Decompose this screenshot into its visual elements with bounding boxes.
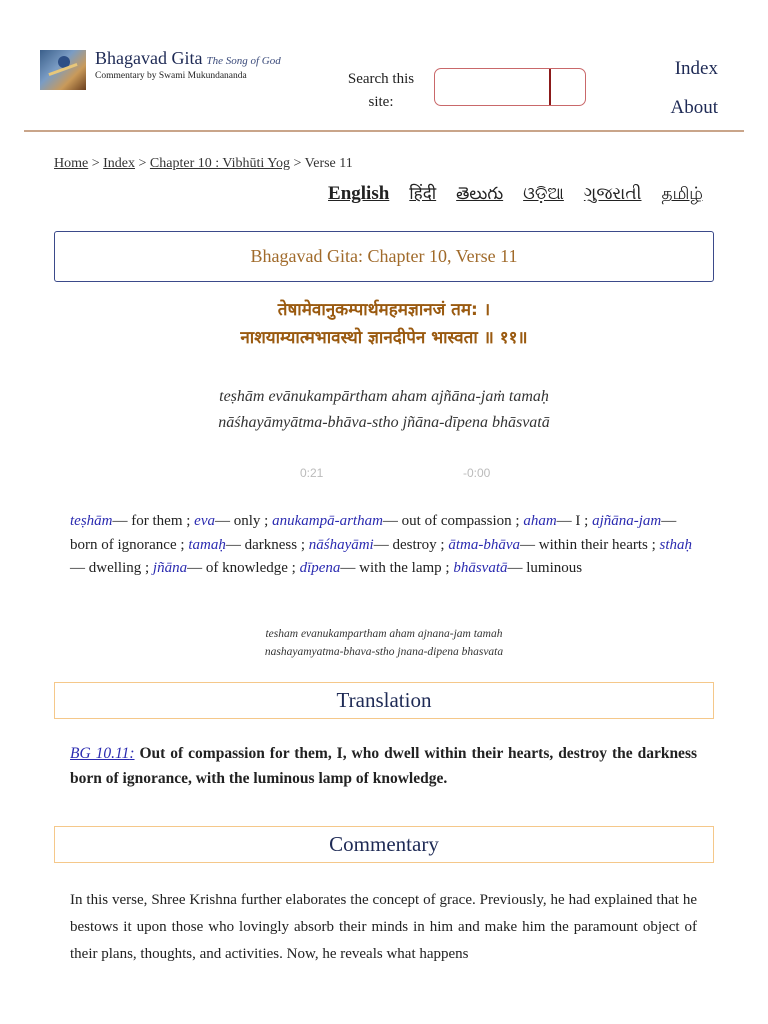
breadcrumb-index[interactable]: Index bbox=[103, 156, 136, 171]
site-header bbox=[24, 44, 744, 132]
word-term: ajñāna-jam bbox=[592, 513, 662, 529]
breadcrumb-current: Verse 11 bbox=[304, 156, 353, 171]
site-title[interactable] bbox=[95, 48, 281, 69]
lang-telugu[interactable]: తెలుగు bbox=[456, 184, 504, 204]
lang-tamil[interactable]: தமிழ் bbox=[661, 184, 703, 204]
search-button[interactable] bbox=[549, 69, 585, 105]
verse-reference-text: BG 10.11 bbox=[70, 745, 130, 762]
verse-heading: Bhagavad Gita: Chapter 10, Verse 11 bbox=[54, 231, 714, 282]
word-term: sthaḥ bbox=[659, 536, 693, 553]
word-meaning: of knowledge bbox=[205, 560, 288, 576]
word-meaning: dwelling bbox=[88, 560, 142, 576]
plain-transliteration-line: nashayamyatma-bhava-stho jnana-dipena bhasvata bbox=[264, 646, 504, 658]
word-term: nāśhayāmi bbox=[308, 536, 374, 553]
word-meaning: darkness bbox=[244, 536, 298, 553]
word-term: teṣhām bbox=[70, 513, 113, 529]
word-meaning: only bbox=[233, 513, 261, 529]
audio-elapsed-time: 0:21 bbox=[300, 466, 324, 480]
word-meaning: luminous bbox=[526, 560, 583, 576]
translation-text bbox=[70, 741, 697, 791]
transliteration-line: nāśhayāmyātma-bhāva-stho jñāna-dīpena bhāsvatā bbox=[218, 414, 550, 431]
word-meaning: destroy bbox=[392, 536, 437, 553]
word-meaning: for them bbox=[131, 513, 183, 529]
lang-gujarati[interactable]: ગુજરાતી bbox=[583, 184, 642, 204]
commentary-heading: Commentary bbox=[54, 826, 714, 863]
word-term: bhāsvatā bbox=[453, 560, 508, 576]
word-term: tamaḥ bbox=[188, 536, 226, 553]
site-subtitle: The Song of God bbox=[206, 55, 281, 67]
breadcrumb-home[interactable]: Home bbox=[54, 156, 89, 171]
word-term: aham bbox=[523, 513, 557, 529]
plain-transliteration bbox=[0, 625, 768, 661]
breadcrumb bbox=[54, 156, 353, 172]
verse-reference-link[interactable]: BG 10.11: bbox=[70, 745, 135, 762]
breadcrumb-separator: > bbox=[135, 156, 150, 171]
translation-heading: Translation bbox=[54, 682, 714, 719]
audio-remaining-time: -0:00 bbox=[463, 466, 491, 480]
search-box bbox=[434, 68, 586, 106]
language-selector bbox=[0, 181, 703, 208]
search-input[interactable] bbox=[435, 69, 549, 105]
word-meanings: teṣhām— for them ; eva— only ; anukampā-artham— out of compassion ; aham— I ; ajñāna-jam— born of ignorance ; tamaḥ— darkness ; nāśhayāmi— destroy ; ātma-bhāva— within their hearts ; sthaḥ— dwelling ; jñāna— of knowledge ; dīpena— with the lamp ; bhāsvatā— luminous bbox=[70, 513, 693, 576]
sanskrit-line: नाशयाम्यात्मभावस्थो ज्ञानदीपेन भास्वता ॥ ११॥ bbox=[240, 328, 528, 348]
krishna-logo-image[interactable] bbox=[40, 50, 86, 90]
lang-odia[interactable]: ଓଡ଼ିଆ bbox=[523, 184, 564, 204]
site-title-text: Bhagavad Gita bbox=[95, 48, 203, 68]
word-term: dīpena bbox=[299, 560, 341, 576]
transliteration-line: teṣhām evānukampārtham aham ajñāna-jaṁ tamaḥ bbox=[219, 388, 549, 405]
nav-index-link[interactable]: Index bbox=[674, 58, 718, 79]
word-term: eva bbox=[194, 513, 215, 529]
word-meaning: born of ignorance bbox=[70, 536, 177, 553]
translation-body: Out of compassion for them, I, who dwell within their hearts, destroy the darkness born of ignorance, with the luminous lamp of knowledge. bbox=[70, 745, 698, 787]
sanskrit-verse bbox=[0, 296, 768, 352]
breadcrumb-separator: > bbox=[290, 156, 305, 171]
audio-player[interactable] bbox=[0, 466, 768, 482]
sanskrit-line: तेषामेवानुकम्पार्थमहमज्ञानजं तम: । bbox=[277, 300, 491, 320]
lang-hindi[interactable]: हिंदी bbox=[409, 184, 437, 204]
word-meaning: I bbox=[575, 513, 581, 529]
word-meaning: with the lamp bbox=[359, 560, 442, 576]
word-term: anukampā-artham bbox=[272, 513, 383, 529]
nav-about-link[interactable]: About bbox=[670, 97, 718, 118]
transliteration bbox=[0, 384, 768, 436]
search-label: Search this site: bbox=[347, 71, 415, 110]
plain-transliteration-line: tesham evanukampartham aham ajnana-jam tamah bbox=[265, 628, 503, 640]
word-term: jñāna bbox=[152, 560, 188, 576]
breadcrumb-chapter[interactable]: Chapter 10 : Vibhūti Yog bbox=[149, 156, 291, 171]
site-byline: Commentary by Swami Mukundananda bbox=[95, 71, 247, 81]
lang-english[interactable]: English bbox=[328, 183, 390, 204]
word-meaning: within their hearts bbox=[538, 536, 648, 553]
word-term: ātma-bhāva bbox=[448, 536, 520, 553]
commentary-text: In this verse, Shree Krishna further elaborates the concept of grace. Previously, he had explained that he bestows it upon those who lovingly absorb their minds in him and make him the paramount object of their plans, thoughts, and activities. Now, he reveals what happens bbox=[70, 892, 697, 962]
breadcrumb-separator: > bbox=[88, 156, 104, 171]
word-meaning: out of compassion bbox=[401, 513, 512, 529]
